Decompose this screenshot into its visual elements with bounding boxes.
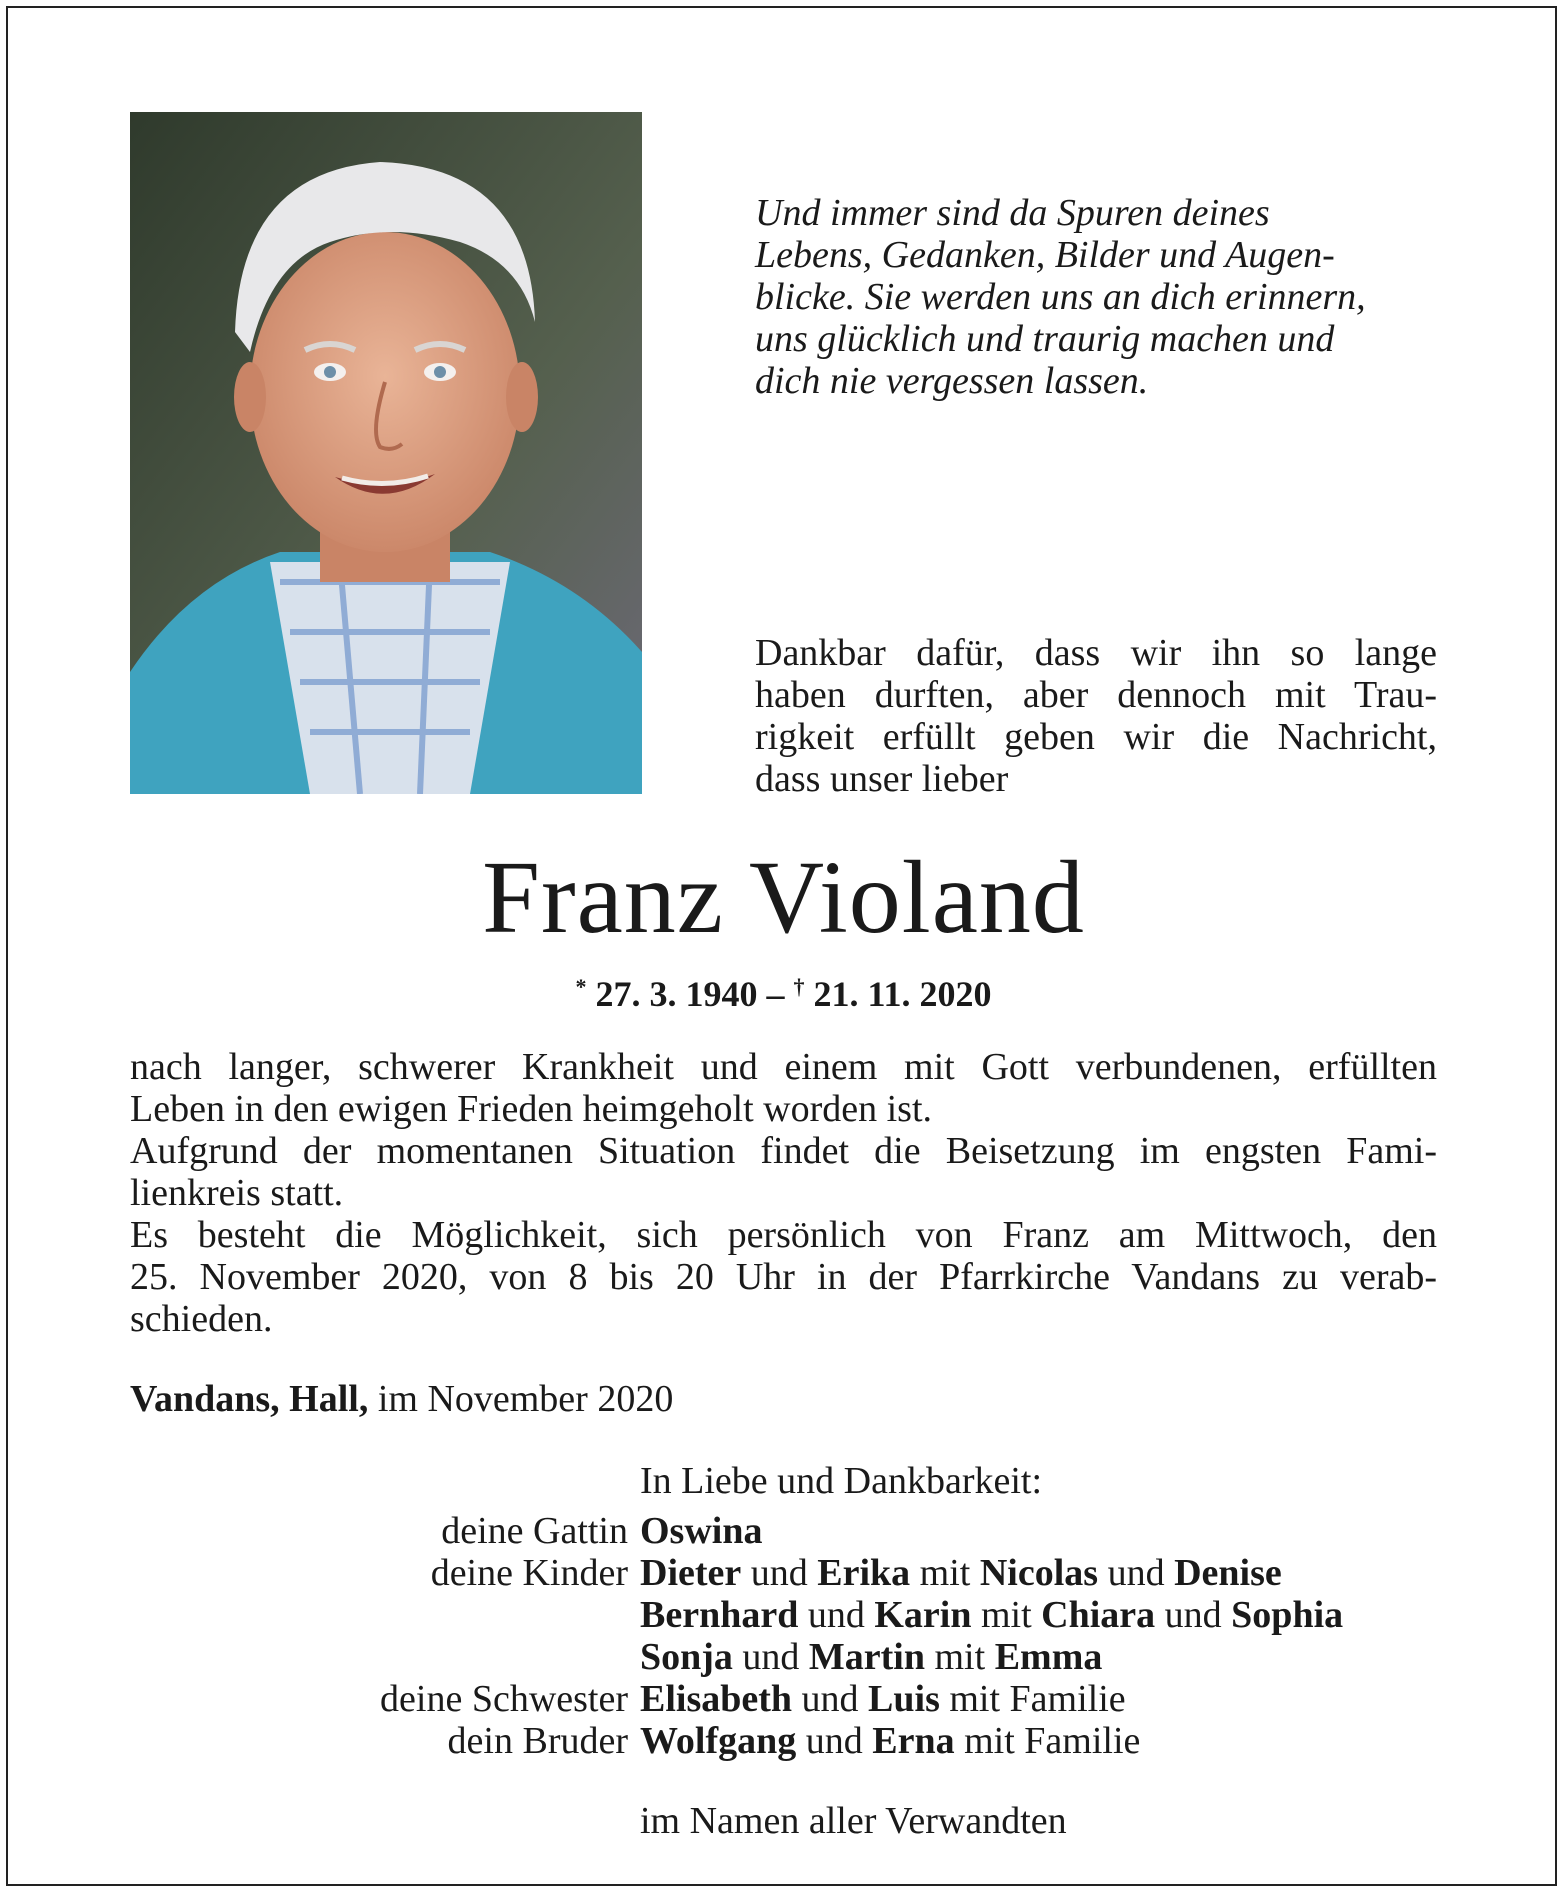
mourner-name: Oswina: [640, 1510, 763, 1552]
mourner-row: [0, 1552, 1567, 1594]
mourner-relation: deine Gattin: [441, 1510, 628, 1552]
deceased-name: Franz Violand: [482, 840, 1085, 955]
mourner-row: [0, 1594, 1567, 1636]
life-dates: [0, 965, 1567, 1016]
mourner-relation: deine Kinder: [430, 1552, 628, 1594]
body-line: Leben in den ewigen Frieden heimgeholt worden ist.: [130, 1088, 933, 1130]
mourner-name: Sophia: [1231, 1594, 1344, 1636]
body-line: nach langer, schwerer Krankheit und einem mit Gott verbundenen, erfüllten: [130, 1046, 1437, 1088]
birth-symbol: *: [575, 974, 587, 999]
intro-line: Dankbar dafür, dass wir ihn so lange: [755, 632, 1437, 674]
mourner-connector: mit: [971, 1594, 1042, 1636]
mourner-connector: mit: [910, 1552, 980, 1594]
poem-line: dich nie vergessen lassen.: [755, 360, 1149, 402]
mourner-connector: mit: [925, 1636, 995, 1678]
mourner-connector: mit Familie: [939, 1678, 1126, 1720]
mourner-connector: und: [732, 1636, 809, 1678]
mourner-connector: mit Familie: [954, 1720, 1141, 1762]
mourner-name: Denise: [1174, 1552, 1282, 1594]
poem-line: Und immer sind da Spuren deines: [755, 192, 1270, 234]
mourner-name: Sonja: [640, 1636, 733, 1678]
body-line: lienkreis statt.: [130, 1172, 344, 1214]
place-names: Vandans, Hall,: [130, 1378, 369, 1420]
intro-line: haben durften, aber dennoch mit Trau-: [755, 674, 1437, 716]
death-date: 21. 11. 2020: [813, 974, 992, 1014]
mourner-names: [640, 1510, 762, 1552]
intro-line: rigkeit erfüllt geben wir die Nachricht,: [755, 716, 1437, 758]
death-symbol: †: [793, 974, 805, 999]
mourner-names: [640, 1720, 1140, 1762]
mourner-name: Dieter: [640, 1552, 742, 1594]
mourner-relation: [0, 1594, 640, 1636]
intro-paragraph: [755, 632, 1437, 800]
mourner-name: Emma: [994, 1636, 1103, 1678]
mourner-names: [640, 1678, 1126, 1720]
mourner-name: Erna: [872, 1720, 955, 1762]
mourner-connector: und: [792, 1678, 869, 1720]
intro-line: dass unser lieber: [755, 758, 1009, 800]
mourner-relation: dein Bruder: [447, 1720, 628, 1762]
birth-date: 27. 3. 1940: [595, 974, 758, 1014]
mourner-name: Chiara: [1041, 1594, 1156, 1636]
mourner-name: Wolfgang: [640, 1720, 797, 1762]
mourner-name: Luis: [868, 1678, 940, 1720]
body-line: 25. November 2020, von 8 bis 20 Uhr in der Pfarrkirche Vandans zu verab-: [130, 1256, 1437, 1298]
body-line: Aufgrund der momentanen Situation findet die Beisetzung im engsten Fami-: [130, 1130, 1437, 1172]
mourner-connector: und: [1098, 1552, 1175, 1594]
announcement-body: [130, 1046, 1437, 1340]
mourner-name: Elisabeth: [640, 1678, 793, 1720]
closing-phrase: In Liebe und Dankbarkeit:: [640, 1460, 1043, 1502]
mourner-name: Karin: [874, 1594, 972, 1636]
mourner-row: [0, 1720, 1567, 1762]
mourner-connector: und: [741, 1552, 818, 1594]
mourner-name: Bernhard: [640, 1594, 799, 1636]
poem-line: Lebens, Gedanken, Bilder und Augen-: [755, 234, 1335, 276]
mourner-row: [0, 1678, 1567, 1720]
mourner-row: [0, 1636, 1567, 1678]
poem-line: uns glücklich und traurig machen und: [755, 318, 1335, 360]
place-date: im November 2020: [368, 1378, 674, 1420]
mourner-names: [640, 1636, 1102, 1678]
place-date-line: [130, 1378, 673, 1420]
mourner-relation: deine Schwester: [380, 1678, 628, 1720]
date-dash: –: [757, 974, 794, 1014]
mourner-connector: und: [796, 1720, 873, 1762]
mourner-relation: [0, 1636, 640, 1678]
poem-line: blicke. Sie werden uns an dich erinnern,: [755, 276, 1366, 318]
mourner-names: [640, 1594, 1343, 1636]
mourner-name: Nicolas: [979, 1552, 1099, 1594]
mourner-connector: und: [798, 1594, 875, 1636]
portrait-illustration: [130, 112, 642, 794]
mourner-connector: und: [1155, 1594, 1232, 1636]
mourner-row: [0, 1510, 1567, 1552]
body-line: schieden.: [130, 1298, 273, 1340]
portrait-photo: [130, 112, 642, 794]
mourner-names: [640, 1552, 1282, 1594]
memorial-poem: [755, 192, 1415, 402]
mourners-list: [0, 1510, 1567, 1762]
mourner-name: Erika: [817, 1552, 911, 1594]
mourner-name: Martin: [808, 1636, 925, 1678]
signoff: im Namen aller Verwandten: [640, 1800, 1067, 1842]
body-line: Es besteht die Möglichkeit, sich persönlich von Franz am Mittwoch, den: [130, 1214, 1437, 1256]
